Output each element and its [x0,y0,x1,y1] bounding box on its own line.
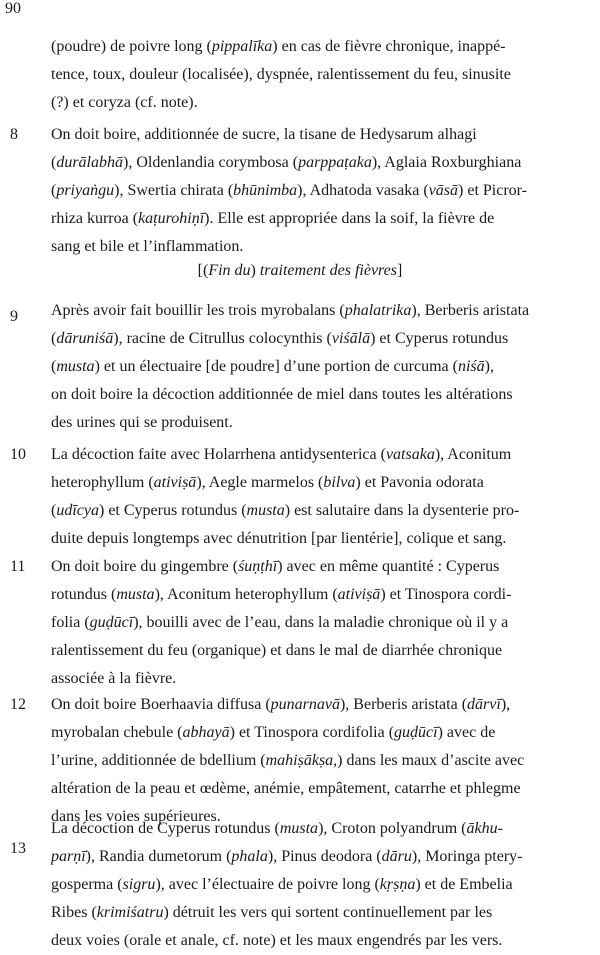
text-line: (priyaṅgu), Swertia chirata (bhūnimba), Adhatoda vasaka (vāsā) et Picror- [51,182,527,199]
text-line: (udīcya) et Cyperus rotundus (musta) est salutaire dans la dysenterie pro- [51,502,520,519]
text-line: rotundus (musta), Aconitum heterophyllum (ativiṣā) et Tinospora cordi- [51,586,512,603]
paragraph-13 [51,815,568,955]
text-line: l’urine, additionnée de bdellium (mahiṣākṣa,) dans les maux d’ascite avec [51,752,525,769]
text-line: associée à la fièvre. [51,670,177,687]
verse-number: 12 [10,696,26,713]
text-line: (poudre) de poivre long (pippalīka) en cas de fièvre chronique, inappé- [51,38,506,55]
paragraph-11 [51,553,568,693]
text-line: (durālabhā), Oldenlandia corymbosa (parppaṭaka), Aglaia Roxburghiana [51,154,522,171]
text-line: duite depuis longtemps avec dénutrition [par lientérie], colique et sang. [51,530,507,547]
text-line: (musta) et un électuaire [de poudre] d’une portion de curcuma (niśā), [51,358,494,375]
text-line: On doit boire Boerhaavia diffusa (punarnavā), Berberis aristata (dārvī), [51,696,511,713]
text-line: On doit boire, additionnée de sucre, la tisane de Hedysarum alhagi [51,126,477,143]
text-line: des urines qui se produisent. [51,414,233,431]
text-line: myrobalan chebule (abhayā) et Tinospora cordifolia (guḍūcī) avec de [51,724,496,741]
text-line: (dāruniśā), racine de Citrullus colocynthis (viśālā) et Cyperus rotundus [51,330,509,347]
text-line: On doit boire du gingembre (śuṇṭhī) avec en même quantité : Cyperus [51,558,500,575]
text-line: heterophyllum (ativiṣā), Aegle marmelos (bilva) et Pavonia odorata [51,474,484,491]
verse-number: 11 [10,558,26,575]
paragraph-12 [51,691,568,831]
page-number: 90 [5,0,21,17]
verse-number: 10 [10,446,26,463]
paragraph-8 [51,121,568,261]
text-line: folia (guḍūcī), bouilli avec de l’eau, dans la maladie chronique où il y a [51,614,509,631]
verse-number: 13 [10,840,26,857]
text-line: Après avoir fait bouillir les trois myrobalans (phalatrika), Berberis aristata [51,302,530,319]
text-line: rhiza kurroa (kaṭurohiṇī). Elle est appropriée dans la soif, la fièvre de [51,210,495,227]
text-line: deux voies (orale et anale, cf. note) et les maux engendrés par les vers. [51,932,503,949]
verse-number: 8 [10,126,18,143]
section-title: [(Fin du) traitement des fièvres] [197,262,403,279]
text-line: La décoction de Cyperus rotundus (musta), Croton polyandrum (ākhu- [51,820,503,837]
text-line: parṇī), Randia dumetorum (phala), Pinus deodora (dāru), Moringa ptery- [51,848,523,865]
paragraph-10 [51,441,568,553]
paragraph-9 [51,297,568,437]
text-line: altération de la peau et œdème, anémie, empâtement, catarrhe et phlegme [51,780,521,797]
text-line: on doit boire la décoction additionnée de miel dans toutes les altérations [51,386,513,403]
text-line: dans les voies supérieures. [51,808,221,825]
text-line: La décoction faite avec Holarrhena antidysenterica (vatsaka), Aconitum [51,446,512,463]
verse-number: 9 [10,308,18,325]
text-line: tence, toux, douleur (localisée), dyspnée, ralentissement du feu, sinusite [51,66,511,83]
text-line: (?) et coryza (cf. note). [51,94,198,111]
text-line: ralentissement du feu (organique) et dans le mal de diarrhée chronique [51,642,503,659]
text-line: gosperma (sigru), avec l’électuaire de poivre long (kṛṣṇa) et de Embelia [51,876,513,893]
text-line: sang et bile et l’inflammation. [51,238,244,255]
paragraph-continuation [51,33,568,117]
text-line: Ribes (krimiśatru) détruit les vers qui sortent continuellement par les [51,904,493,921]
